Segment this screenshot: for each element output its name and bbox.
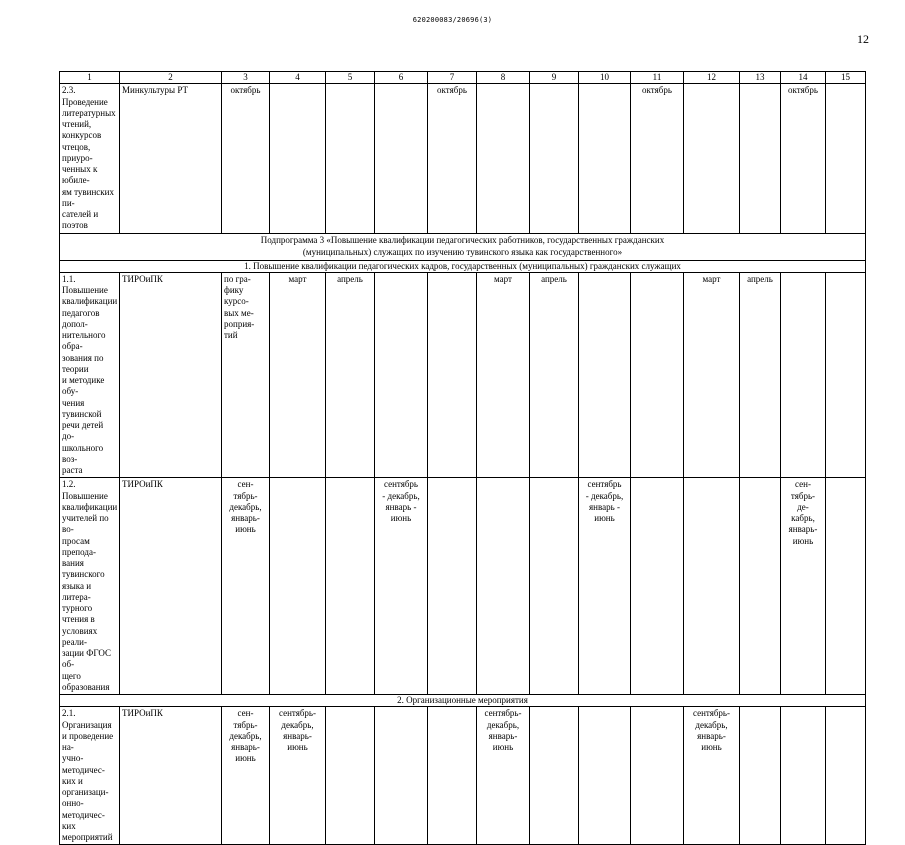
schedule-cell: [530, 84, 579, 233]
schedule-cell: сен- тябрь- де- кабрь, январь- июнь: [781, 478, 826, 695]
schedule-cell: апрель: [530, 272, 579, 478]
table-row: [60, 84, 866, 233]
schedule-cell: апрель: [326, 272, 375, 478]
schedule-table: [59, 71, 866, 845]
schedule-cell: [579, 707, 631, 845]
subprogram-title: Подпрограмма 3 «Повышение квалификации педагогических работников, государственных гражданских (муниципальных) служащих по изучению тувинского языка как государственного»: [60, 233, 866, 260]
schedule-cell: [826, 478, 866, 695]
schedule-cell: сентябрь - декабрь, январь - июнь: [375, 478, 428, 695]
schedule-cell: октябрь: [631, 84, 684, 233]
executor-cell: Минкультуры РТ: [120, 84, 222, 233]
schedule-cell: [375, 272, 428, 478]
column-header: 11: [631, 72, 684, 84]
schedule-cell: сентябрь- декабрь, январь- июнь: [684, 707, 740, 845]
schedule-cell: [530, 478, 579, 695]
schedule-cell: [579, 84, 631, 233]
activity-name: 1.2. Повышение квалификации учителей по во- просам препода- вания тувинского языка и литера- турного чтения в условиях реали- зации ФГОС об- щего образования: [60, 478, 120, 695]
table-row: [60, 272, 866, 478]
schedule-cell: [270, 478, 326, 695]
section2-title: 2. Организационные мероприятия: [60, 695, 866, 707]
column-header: 5: [326, 72, 375, 84]
page-number: 12: [857, 32, 869, 46]
document-id: 620200083/20696(3): [412, 16, 493, 24]
schedule-cell: [740, 84, 781, 233]
schedule-cell: сентябрь- декабрь, январь- июнь: [270, 707, 326, 845]
column-header: 10: [579, 72, 631, 84]
column-header: 8: [477, 72, 530, 84]
schedule-cell: [781, 272, 826, 478]
schedule-cell: март: [684, 272, 740, 478]
section-row: [60, 695, 866, 707]
schedule-cell: октябрь: [222, 84, 270, 233]
column-header: 14: [781, 72, 826, 84]
schedule-cell: [428, 478, 477, 695]
executor-cell: ТИРОиПК: [120, 707, 222, 845]
schedule-cell: [826, 272, 866, 478]
schedule-cell: сен- тябрь- декабрь, январь- июнь: [222, 478, 270, 695]
schedule-cell: [826, 707, 866, 845]
subprogram-row: [60, 233, 866, 260]
schedule-cell: [375, 707, 428, 845]
schedule-cell: [428, 272, 477, 478]
column-header: 12: [684, 72, 740, 84]
column-header: 3: [222, 72, 270, 84]
schedule-cell: [477, 84, 530, 233]
schedule-cell: [326, 84, 375, 233]
schedule-cell: март: [477, 272, 530, 478]
column-header: 15: [826, 72, 866, 84]
activity-name: 2.3. Проведение литературных чтений, конкурсов чтецов, приуро- ченных к юбиле- ям тувинских пи- сателей и поэтов: [60, 84, 120, 233]
column-header: 7: [428, 72, 477, 84]
schedule-cell: [477, 478, 530, 695]
schedule-cell: сентябрь - декабрь, январь - июнь: [579, 478, 631, 695]
schedule-cell: [631, 478, 684, 695]
schedule-cell: [428, 707, 477, 845]
executor-cell: ТИРОиПК: [120, 478, 222, 695]
schedule-cell: [781, 707, 826, 845]
schedule-cell: по гра- фику курсо- вых ме- роприя- тий: [222, 272, 270, 478]
schedule-cell: [375, 84, 428, 233]
schedule-cell: [684, 478, 740, 695]
activity-name: 2.1. Организация и проведение на- учно-методичес- ких и организаци- онно-методичес- ких мероприятий: [60, 707, 120, 845]
column-header: 4: [270, 72, 326, 84]
schedule-cell: [270, 84, 326, 233]
schedule-cell: [530, 707, 579, 845]
section1-title: 1. Повышение квалификации педагогических кадров, государственных (муниципальных) гражданских служащих: [60, 260, 866, 272]
column-header: 13: [740, 72, 781, 84]
schedule-cell: апрель: [740, 272, 781, 478]
column-header: 1: [60, 72, 120, 84]
schedule-cell: [631, 272, 684, 478]
schedule-cell: [740, 707, 781, 845]
activity-name: 1.1. Повышение квалификации педагогов допол- нительного обра- зования по теории и методике обу- чения тувинской речи детей до- школьного воз- раста: [60, 272, 120, 478]
schedule-cell: [684, 84, 740, 233]
header-row: [60, 72, 866, 84]
schedule-cell: [826, 84, 866, 233]
table-row: [60, 478, 866, 695]
schedule-cell: [740, 478, 781, 695]
table-row: [60, 707, 866, 845]
schedule-cell: [326, 478, 375, 695]
section-row: [60, 260, 866, 272]
schedule-cell: сен- тябрь- декабрь, январь- июнь: [222, 707, 270, 845]
executor-cell: ТИРОиПК: [120, 272, 222, 478]
column-header: 9: [530, 72, 579, 84]
schedule-cell: октябрь: [428, 84, 477, 233]
column-header: 2: [120, 72, 222, 84]
schedule-cell: [326, 707, 375, 845]
column-header: 6: [375, 72, 428, 84]
schedule-cell: март: [270, 272, 326, 478]
schedule-cell: [631, 707, 684, 845]
schedule-cell: [579, 272, 631, 478]
schedule-cell: сентябрь- декабрь, январь- июнь: [477, 707, 530, 845]
schedule-cell: октябрь: [781, 84, 826, 233]
